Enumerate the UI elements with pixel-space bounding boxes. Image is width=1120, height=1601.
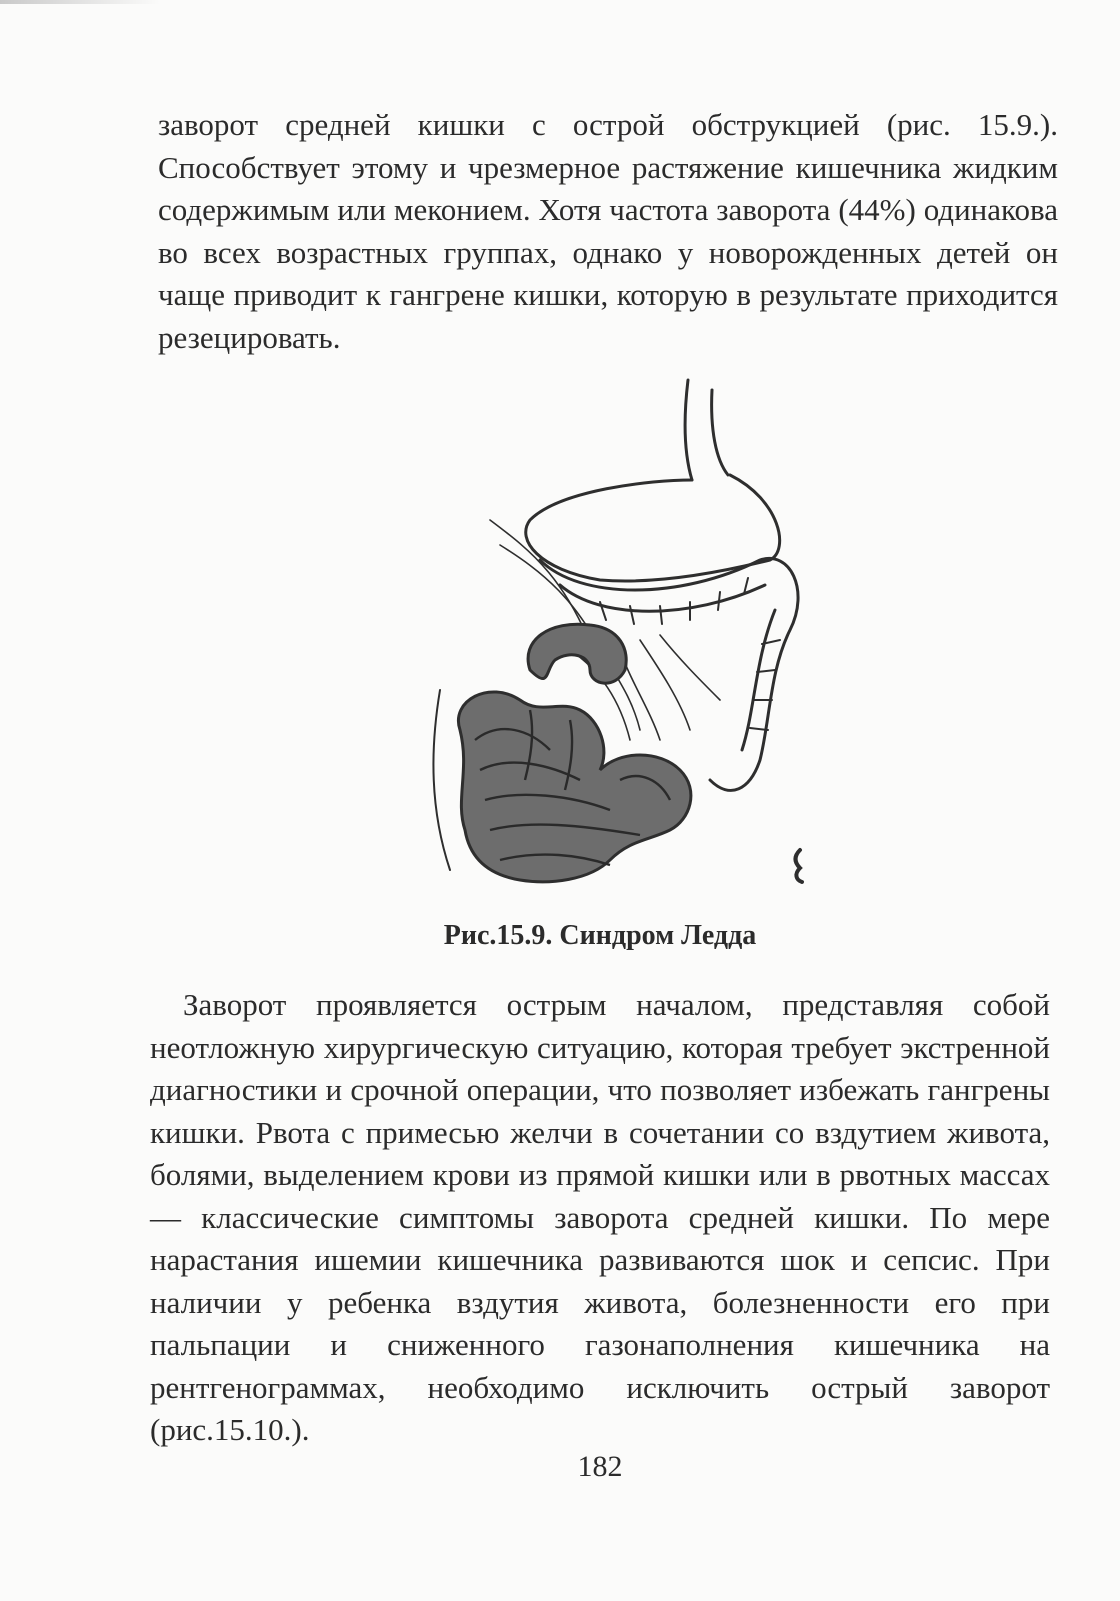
stomach-shape (526, 475, 780, 581)
intestine-illustration (430, 370, 830, 890)
duodenum-shape (528, 624, 626, 683)
figure-caption: Рис.15.9. Синдром Ледда (443, 920, 757, 951)
paragraph-2: Заворот проявляется острым началом, представляя собой неотложную хирургическую ситуацию, которая требует экстренной диагностики и срочной операции, что позволяет избежать гангрены кишки. Рвота с примесью желчи в сочетании со вздутием живота, болями, выделением крови из прямой кишки или в рвотных массах — классические симптомы заворота средней кишки. По мере нарастания ишемии кишечника развиваются шок и сепсис. При наличии у ребенка вздутия живота, болезненности его при пальпации и сниженного газонаполнения кишечника на рентгенограммах, необходимо исключить острый заворот (рис.15.10.). (150, 987, 1050, 1447)
scan-edge-mark (0, 0, 160, 4)
figure-ladd-syndrome (430, 370, 830, 890)
page-number: 182 (577, 1450, 623, 1483)
small-intestine-loops (458, 692, 690, 882)
paragraph-1: заворот средней кишки с острой обструкцией (рис. 15.9.). Способствует этому и чрезмерное растяжение кишечника жидким содержимым или меконием. Хотя частота заворота (44%) одинакова во всех возрастных группах, однако у новорожденных детей он чаще приводит к гангрене кишки, которую в результате приходится резецировать. (158, 107, 1058, 355)
esophagus-shape (685, 380, 692, 480)
